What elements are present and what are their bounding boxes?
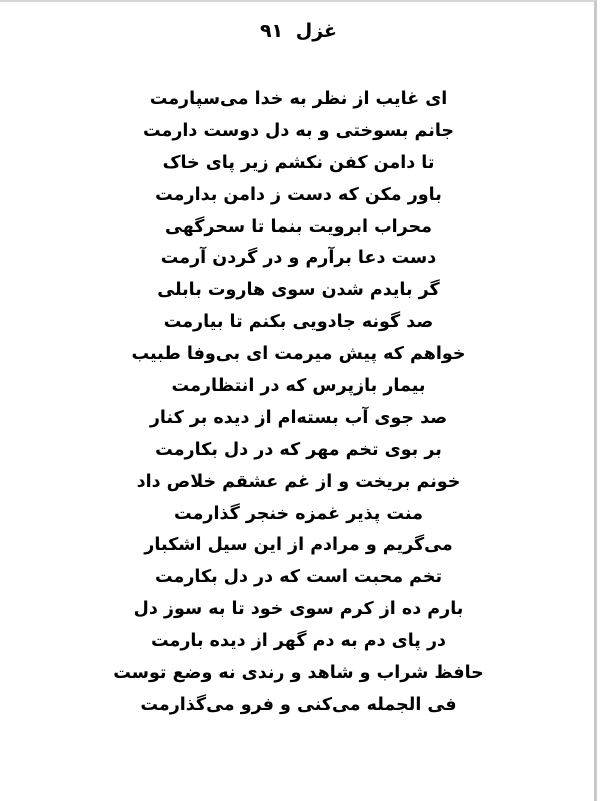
poem-line: صد جوی آب بسته‌ام از دیده بر کنار [149, 407, 448, 428]
poem-line: بیمار بازپرس که در انتظارمت [171, 376, 426, 397]
poem-line: حافظ شراب و شاهد و رندی نه وضع توست [113, 663, 484, 684]
poem-line: محراب ابرویت بنما تا سحرگهی [164, 216, 433, 237]
poem-line: صد گونه جادویی بکنم تا بیارمت [163, 312, 434, 333]
poem-line: گر بایدم شدن سوی هاروت بابلی [157, 280, 440, 301]
poem-line: ای غایب از نظر به خدا می‌سپارمت [149, 89, 448, 109]
poem-line: در پای دم به دم گهر از دیده بارمت [150, 631, 447, 652]
poem-line: بر بوی تخم مهر که در دل بکارمت [155, 439, 442, 460]
poem-line: تخم محبت است که در دل بکارمت [154, 567, 443, 588]
poem-body [0, 84, 597, 722]
poem-line: دست دعا برآرم و در گردن آرمت [160, 248, 437, 269]
poem-line: خواهم که پیش میرمت ای بی‌وفا طبیب [131, 344, 466, 365]
poem-title: غزل ۹۱ [259, 20, 338, 42]
poem-line: باور مکن که دست ز دامن بدارمت [155, 184, 442, 205]
poem-line: منت پذیر غمزه خنجر گذارمت [174, 503, 423, 524]
poem-line: بارم ده از کرم سوی خود تا به سوز دل [133, 599, 464, 620]
poem-line: خونم بریخت و از غم عشقم خلاص داد [136, 471, 461, 492]
poem-line: فی الجمله می‌کنی و فرو می‌گذارمت [140, 694, 457, 715]
poem-line: می‌گریم و مرادم از این سیل اشکبار [144, 535, 453, 556]
poem-line: جانم بسوختی و به دل دوست دارمت [142, 120, 455, 141]
poem-line: تا دامن کفن نکشم زیر پای خاک [162, 152, 435, 173]
